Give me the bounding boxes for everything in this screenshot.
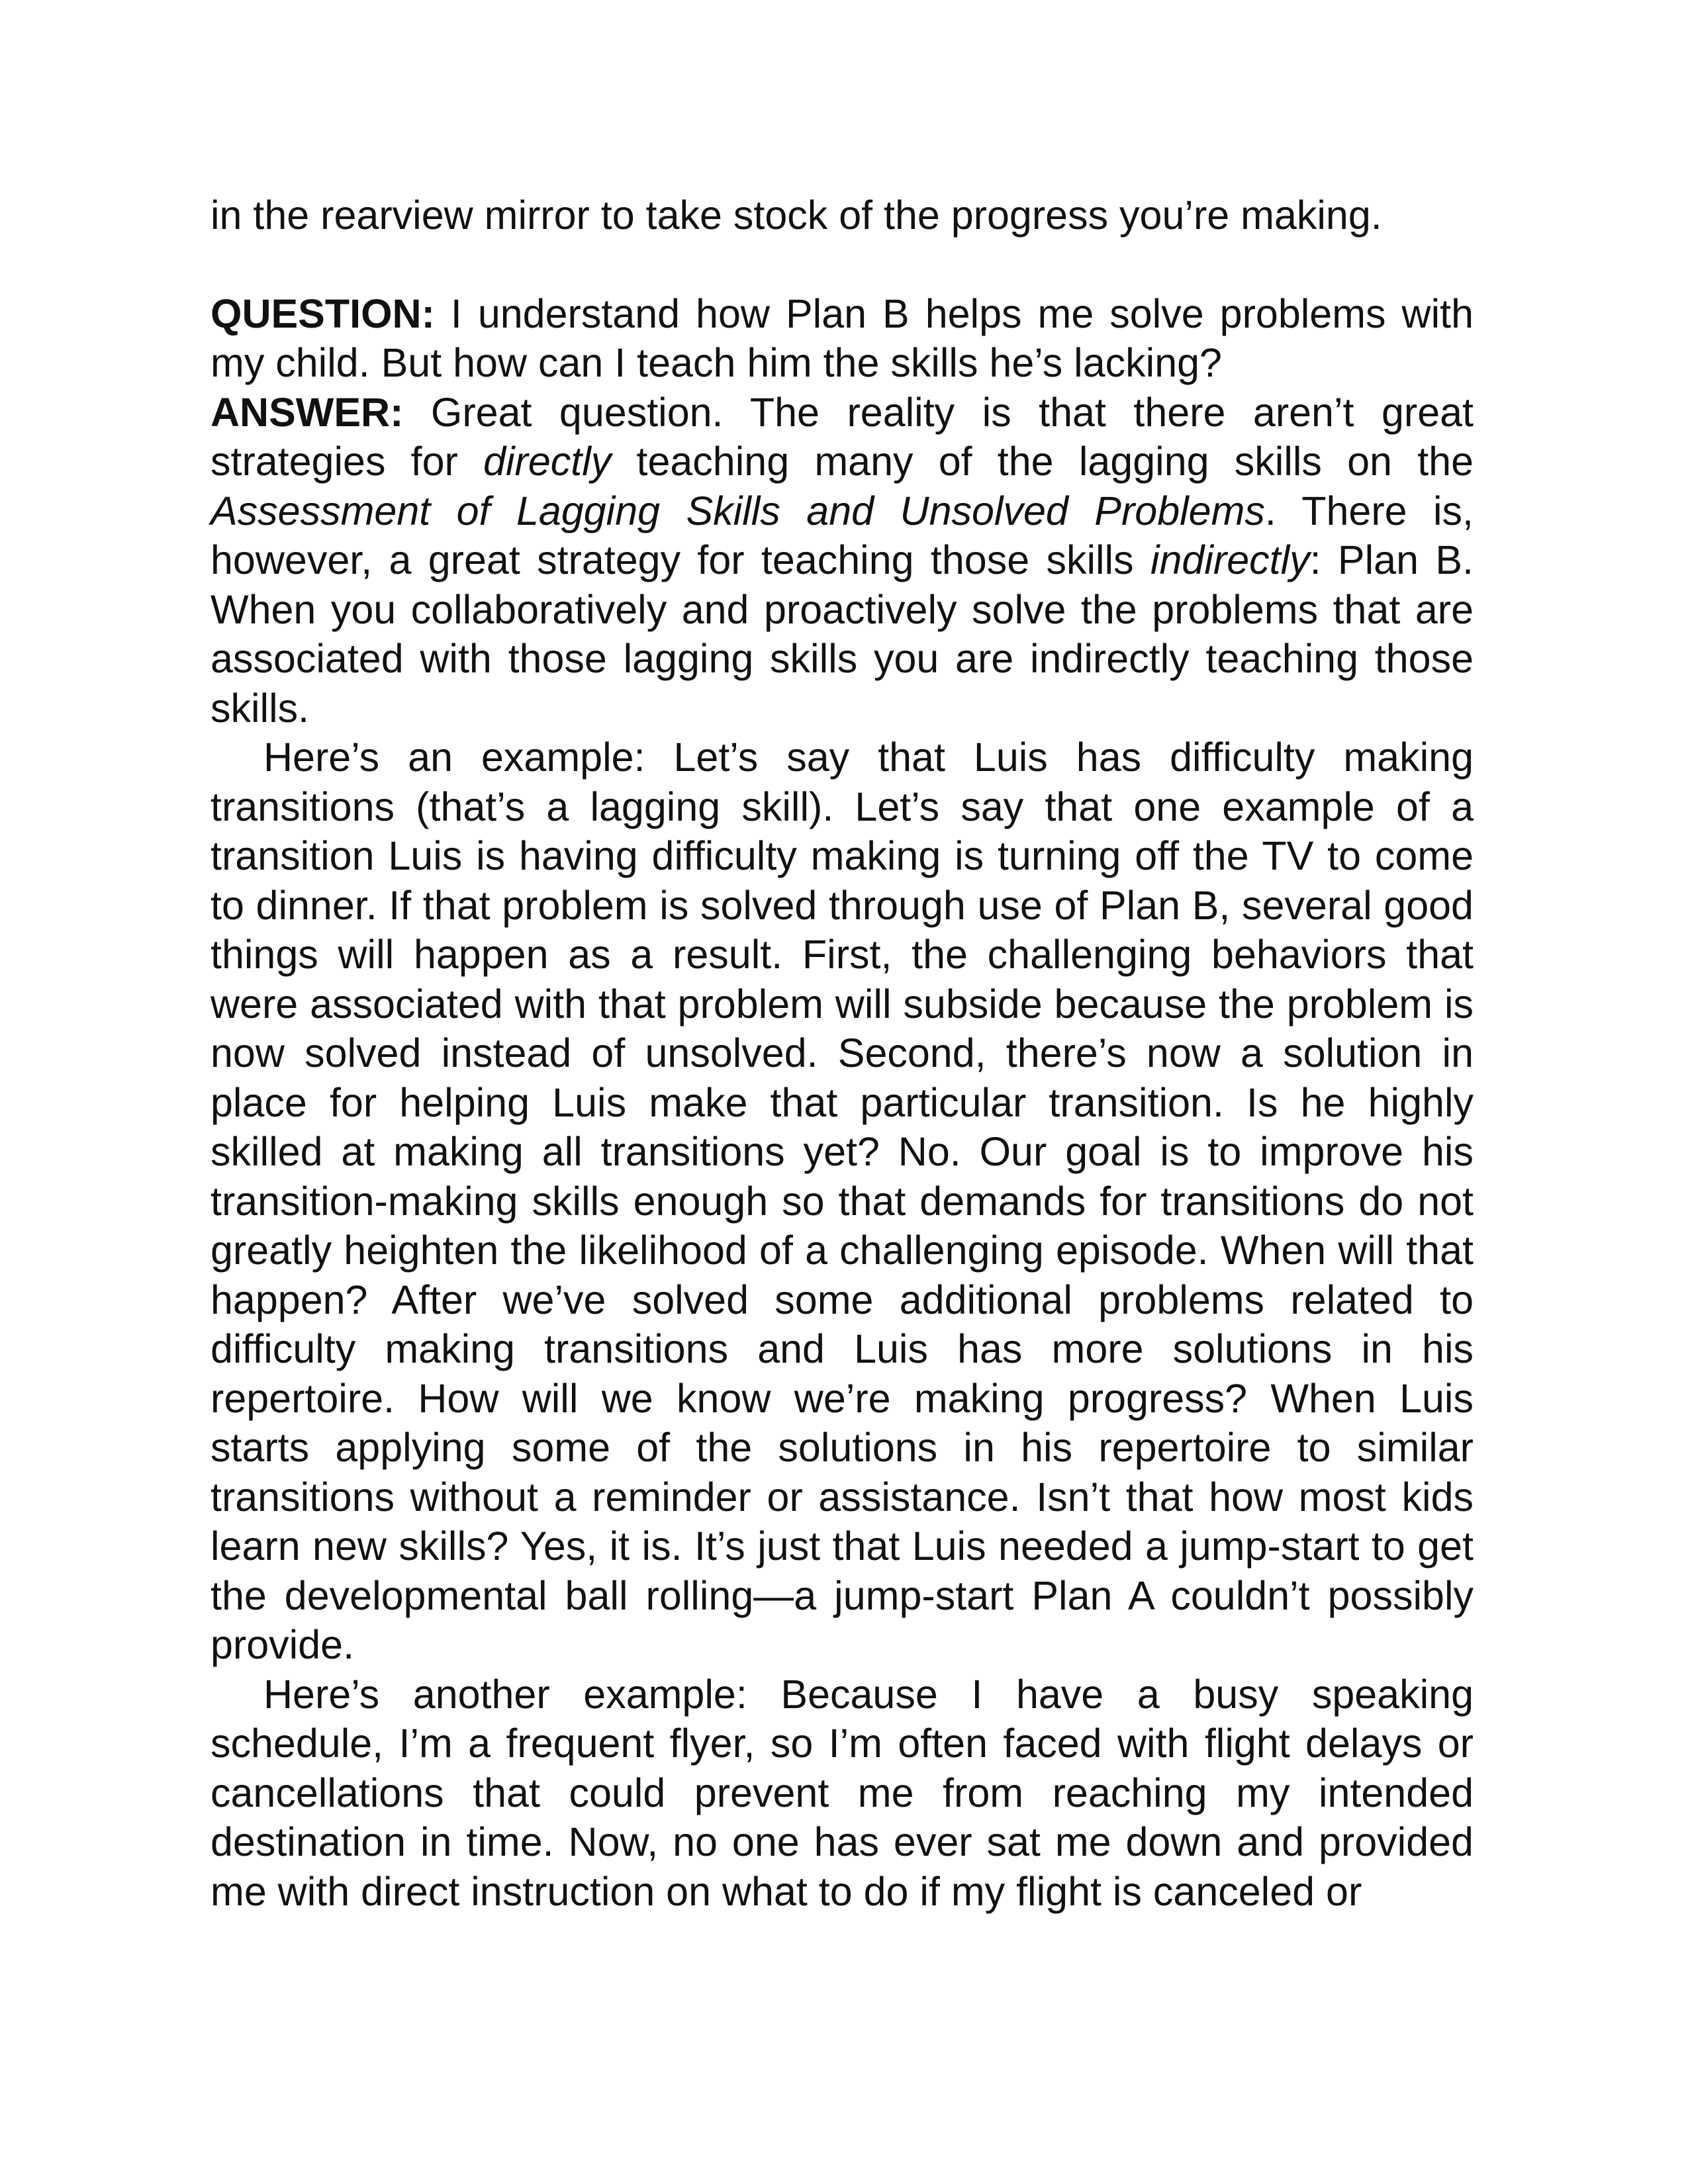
answer-text-3: . There is, however, a great strategy for teaching those skills	[211, 488, 1474, 582]
continuation-line: in the rearview mirror to take stock of the progress you’re making.	[211, 193, 1382, 238]
example-paragraph-luis: Here’s an example: Let’s say that Luis has difficulty making transitions (that’s a lagging skill). Let’s say that one example of a transition Luis is having difficulty making is turning off the TV to come to dinner. If that problem is solved through use of Plan B, several good things will happen as a result. First, the challenging behaviors that were associated with that problem will subside because the problem is now solved instead of unsolved. Second, there’s now a solution in place for helping Luis make that particular transition. Is he highly skilled at making all transitions yet? No. Our goal is to improve his transition-making skills enough so that demands for transitions do not greatly heighten the likelihood of a challenging episode. When will that happen? After we’ve solved some additional problems related to difficulty making transitions and Luis has more solutions in his repertoire. How will we know we’re making progress? When Luis starts applying some of the solutions in his repertoire to similar transitions without a reminder or assistance. Isn’t that how most kids learn new skills? Yes, it is. It’s just that Luis needed a jump-start to get the developmental ball rolling—a jump-start Plan A couldn’t possibly provide.	[211, 735, 1474, 1667]
answer-text-4: : Plan B. When you collaboratively and proactively solve the problems that are associated with those lagging skills you are indirectly teaching those skills.	[211, 537, 1474, 731]
question-paragraph	[211, 289, 1474, 388]
question-label: QUESTION:	[211, 291, 435, 336]
answer-label: ANSWER:	[211, 389, 404, 435]
question-text: I understand how Plan B helps me solve problems with my child. But how can I teach him the skills he’s lacking?	[211, 291, 1474, 385]
answer-emphasis-assessment-title: Assessment of Lagging Skills and Unsolved Problems	[211, 488, 1265, 533]
answer-text-2: teaching many of the lagging skills on the	[611, 439, 1474, 484]
answer-paragraph	[211, 388, 1474, 733]
section-gap	[211, 240, 1474, 289]
answer-text-1: Great question. The reality is that there aren’t great strategies for	[211, 389, 1474, 484]
book-page	[211, 191, 1474, 1916]
answer-emphasis-indirectly: indirectly	[1150, 537, 1310, 582]
example-paragraph-flyer: Here’s another example: Because I have a busy speaking schedule, I’m a frequent flyer, so I’m often faced with flight delays or cancellations that could prevent me from reaching my intended destination in time. Now, no one has ever sat me down and provided me with direct instruction on what to do if my flight is canceled or	[211, 1671, 1474, 1914]
answer-emphasis-directly: directly	[483, 439, 612, 484]
